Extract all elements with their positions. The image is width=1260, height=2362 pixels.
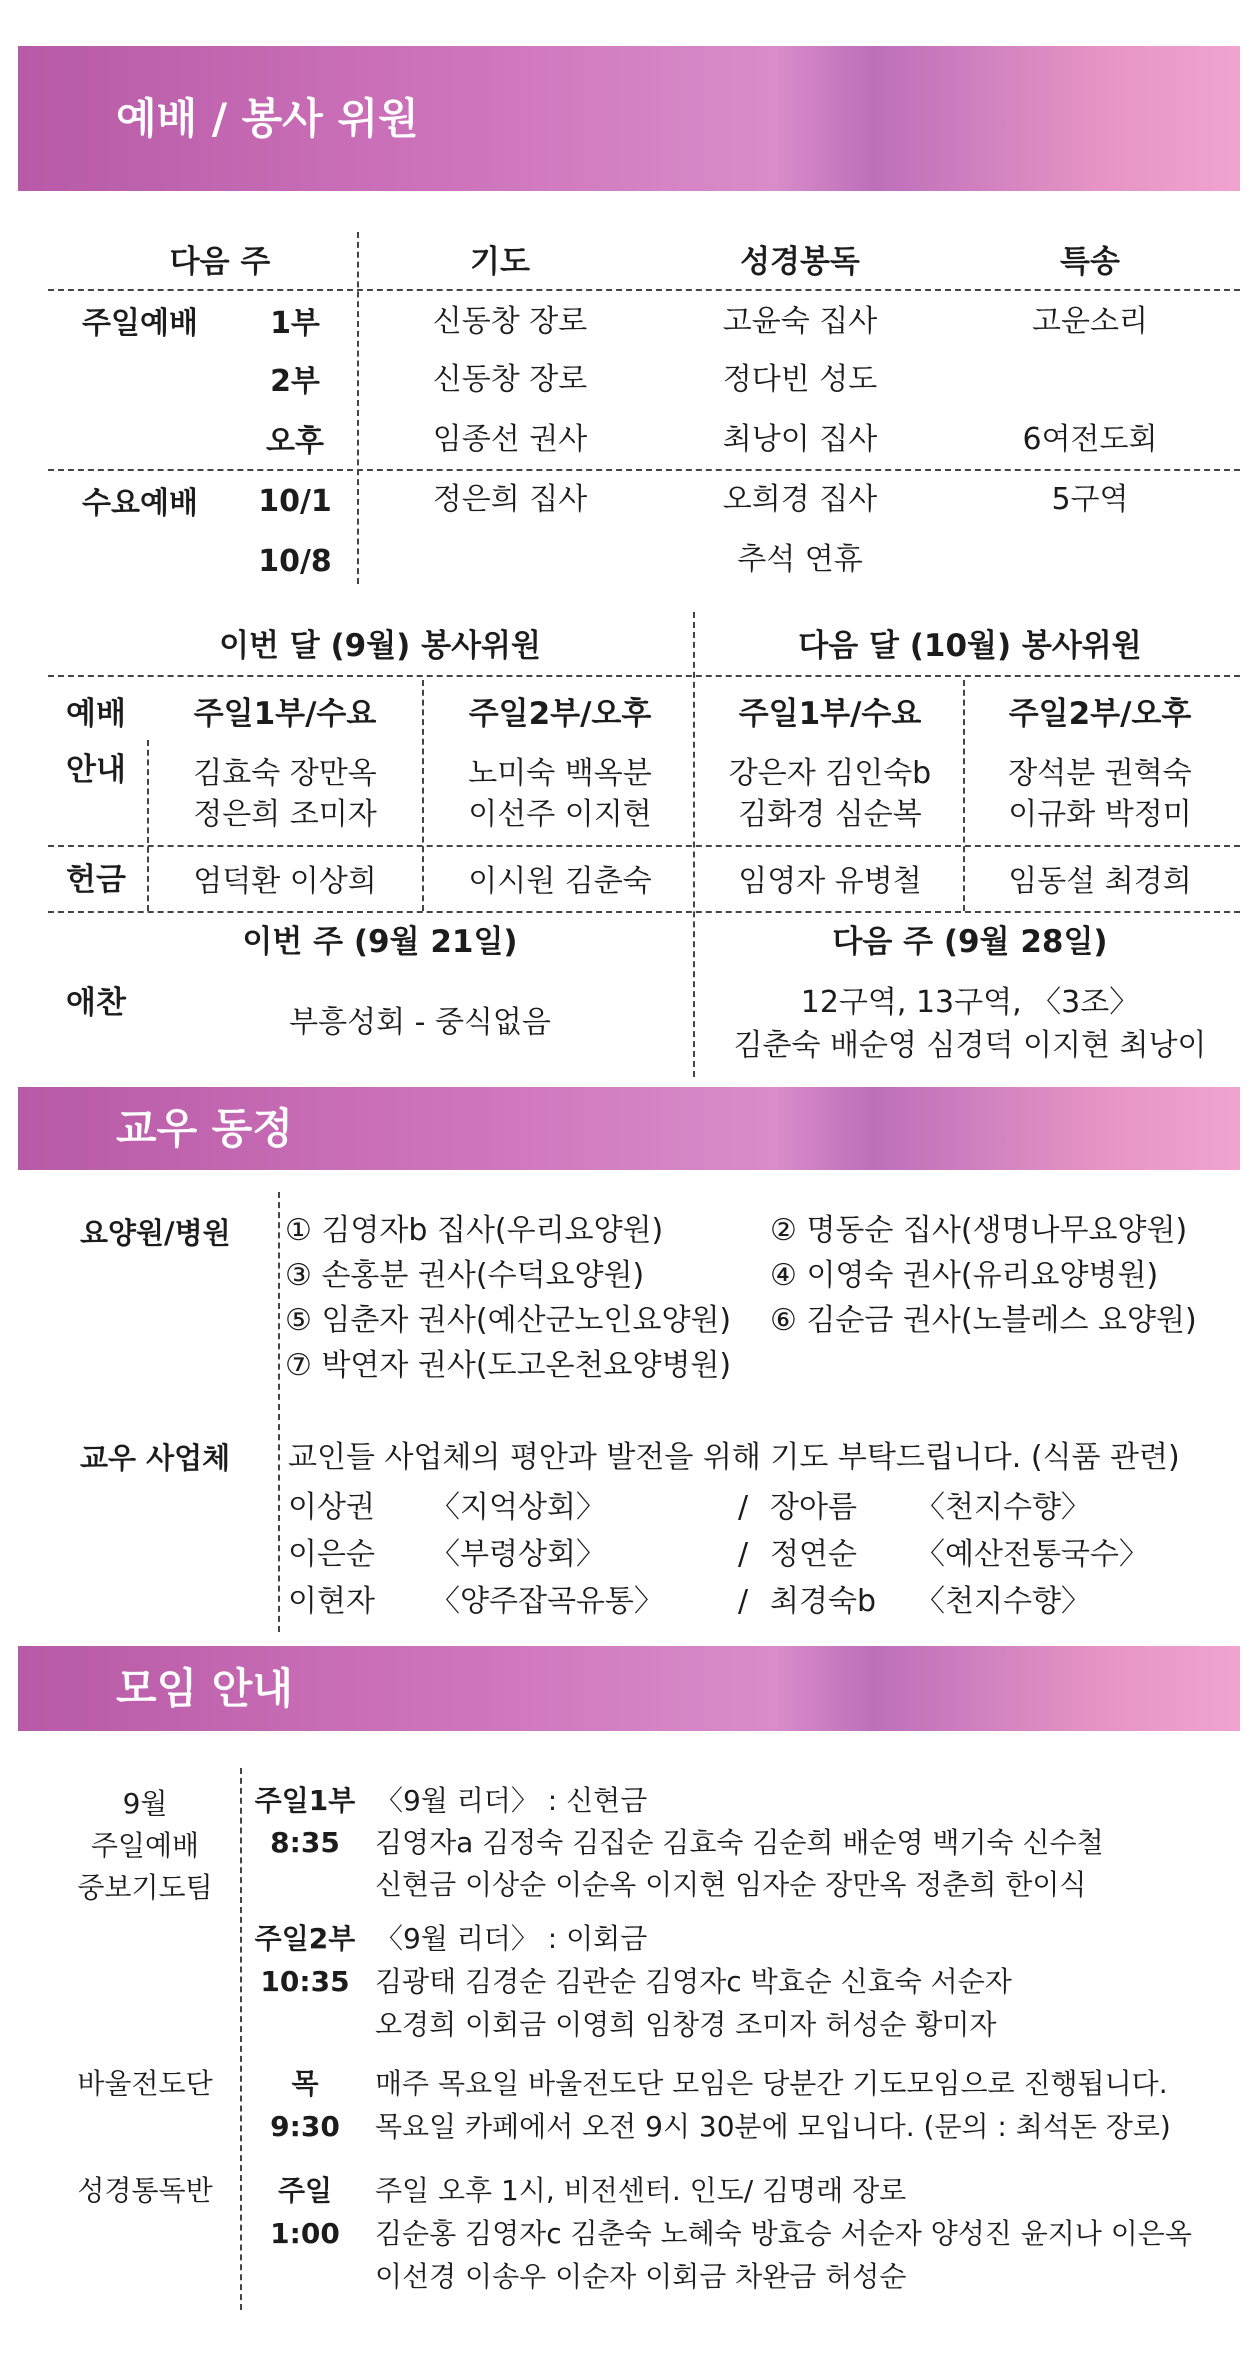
- special-name: 고운소리: [1032, 304, 1148, 339]
- item-number: ⑥: [770, 1303, 797, 1338]
- separator: /: [738, 1584, 749, 1619]
- praise-label: 애찬: [66, 985, 126, 1021]
- separator: /: [738, 1537, 749, 1572]
- hospital-text: 박연자 권사(도고온천요양병원): [321, 1348, 732, 1383]
- reading-name: 고윤숙 집사: [722, 304, 878, 339]
- guide-label: 예배: [66, 696, 126, 732]
- section-title: 예배 / 봉사 위원: [116, 94, 419, 143]
- column-header: 주일2부/오후: [468, 696, 652, 732]
- service-time: 1부: [270, 306, 320, 341]
- hospital-item: [770, 1213, 1187, 1249]
- hospital-label: 요양원/병원: [80, 1216, 231, 1250]
- hospital-item: [770, 1258, 1158, 1294]
- meeting-label: 9월: [122, 1787, 168, 1820]
- divider: [48, 675, 1240, 677]
- reading-name: 최낭이 집사: [722, 422, 878, 457]
- guide-names: 정은희 조미자: [193, 797, 377, 832]
- meeting-text: 매주 목요일 바울전도단 모임은 당분간 기도모임으로 진행됩니다.: [375, 2067, 1168, 2100]
- business-owner: 이현자: [288, 1584, 375, 1619]
- guide-names: 김효숙 장만옥: [193, 756, 377, 791]
- section-banner-meetings: [18, 1646, 1240, 1731]
- hospital-item: [285, 1348, 731, 1384]
- section-title: 모임 안내: [116, 1664, 293, 1713]
- meeting-day: 주일: [277, 2174, 333, 2207]
- service-time: 10/8: [258, 544, 332, 579]
- business-label: 교우 사업체: [80, 1441, 231, 1475]
- business-owner: 정연순: [770, 1537, 857, 1572]
- service-name: 수요예배: [82, 486, 198, 521]
- meeting-time: 9:30: [270, 2110, 340, 2143]
- table-header: 성경봉독: [740, 244, 860, 280]
- hospital-text: 명동순 집사(생명나무요양원): [806, 1213, 1188, 1248]
- divider: [48, 289, 1240, 291]
- item-number: ⑤: [285, 1303, 312, 1338]
- meeting-members: 김광태 김경순 김관순 김영자c 박효순 신효숙 서순자: [375, 1965, 1012, 1998]
- offering-label: 헌금: [66, 862, 126, 898]
- meeting-label: 성경통독반: [77, 2174, 213, 2207]
- meeting-time: 1:00: [270, 2217, 340, 2250]
- meeting-label: 주일예배: [90, 1829, 200, 1862]
- this-week-text: 부흥성회 - 중식없음: [289, 1005, 551, 1040]
- section-banner-worship: [18, 46, 1240, 191]
- meeting-time-label: 주일1부: [254, 1784, 356, 1817]
- special-name: 5구역: [1051, 482, 1129, 517]
- divider: [357, 232, 359, 584]
- item-number: ②: [770, 1213, 797, 1248]
- business-shop: 〈지억상회〉: [430, 1490, 606, 1525]
- business-owner: 이상권: [288, 1490, 375, 1525]
- table-header: 기도: [470, 244, 530, 280]
- guide-names: 이규화 박정미: [1008, 797, 1192, 832]
- guide-names: 이선주 이지현: [468, 797, 652, 832]
- service-time: 2부: [270, 364, 320, 399]
- hospital-text: 임춘자 권사(예산군노인요양원): [321, 1303, 732, 1338]
- section-banner-members: [18, 1087, 1240, 1170]
- divider: [240, 1768, 242, 2310]
- offering-names: 엄덕환 이상희: [193, 864, 377, 899]
- business-owner: 이은순: [288, 1537, 375, 1572]
- hospital-item: [285, 1258, 644, 1294]
- divider: [48, 911, 1240, 913]
- next-week-header: 다음 주 (9월 28일): [832, 924, 1108, 960]
- column-header: 주일1부/수요: [193, 696, 377, 732]
- business-owner: 최경숙b: [770, 1584, 876, 1619]
- hospital-item: [285, 1213, 663, 1249]
- column-header: 주일1부/수요: [738, 696, 922, 732]
- item-number: ③: [285, 1258, 312, 1293]
- hospital-text: 김영자b 집사(우리요양원): [321, 1213, 664, 1248]
- divider: [48, 845, 1240, 847]
- meeting-day: 목: [291, 2067, 319, 2100]
- item-number: ④: [770, 1258, 797, 1293]
- divider: [278, 1192, 280, 1632]
- meeting-text: 주일 오후 1시, 비전센터. 인도/ 김명래 장로: [375, 2174, 907, 2207]
- divider: [693, 612, 695, 1077]
- prayer-name: 신동창 장로: [432, 304, 588, 339]
- this-week-header: 이번 주 (9월 21일): [242, 924, 518, 960]
- special-name: 6여전도회: [1022, 422, 1158, 457]
- next-month-header: 다음 달 (10월) 봉사위원: [798, 628, 1142, 664]
- meeting-members: 이선경 이송우 이순자 이회금 차완금 허성순: [375, 2260, 907, 2293]
- meeting-members: 김영자a 김정숙 김집순 김효숙 김순희 배순영 백기숙 신수철: [375, 1826, 1104, 1859]
- business-shop: 〈양주잡곡유통〉: [430, 1584, 664, 1619]
- meeting-members: 김순홍 김영자c 김춘숙 노혜숙 방효승 서순자 양성진 윤지나 이은옥: [375, 2217, 1192, 2250]
- hospital-text: 손홍분 권사(수덕요양원): [321, 1258, 645, 1293]
- column-header: 주일2부/오후: [1008, 696, 1192, 732]
- offering-names: 임영자 유병철: [738, 864, 922, 899]
- business-shop: 〈천지수향〉: [915, 1490, 1091, 1525]
- offering-names: 이시원 김춘숙: [468, 864, 652, 899]
- divider: [422, 680, 424, 911]
- this-month-header: 이번 달 (9월) 봉사위원: [219, 628, 541, 664]
- divider: [48, 469, 1240, 471]
- holiday-note: 추석 연휴: [737, 542, 863, 577]
- meeting-leader: 〈9월 리더〉 : 이회금: [375, 1922, 648, 1955]
- prayer-name: 신동창 장로: [432, 362, 588, 397]
- hospital-text: 김순금 권사(노블레스 요양원): [806, 1303, 1197, 1338]
- prayer-name: 임종선 권사: [432, 422, 588, 457]
- business-shop: 〈예산전통국수〉: [915, 1537, 1149, 1572]
- separator: /: [738, 1490, 749, 1525]
- guide-names: 노미숙 백옥분: [468, 756, 652, 791]
- divider: [147, 740, 149, 911]
- item-number: ①: [285, 1213, 312, 1248]
- table-header: 다음 주: [169, 244, 271, 280]
- hospital-text: 이영숙 권사(유리요양병원): [806, 1258, 1159, 1293]
- next-week-line1: 12구역, 13구역, 〈3조〉: [800, 985, 1140, 1020]
- table-header: 특송: [1060, 244, 1120, 280]
- section-title: 교우 동정: [116, 1104, 293, 1153]
- guide-names: 장석분 권혁숙: [1008, 756, 1192, 791]
- service-time: 10/1: [258, 484, 332, 519]
- guide-label: 안내: [66, 752, 126, 788]
- business-shop: 〈천지수향〉: [915, 1584, 1091, 1619]
- meeting-time: 10:35: [260, 1965, 350, 1998]
- meeting-text: 목요일 카페에서 오전 9시 30분에 모입니다. (문의 : 최석돈 장로): [375, 2110, 1171, 2143]
- next-week-line2: 김춘숙 배순영 심경덕 이지현 최낭이: [733, 1028, 1207, 1063]
- divider: [963, 680, 965, 911]
- item-number: ⑦: [285, 1348, 312, 1383]
- service-name: 주일예배: [82, 306, 198, 341]
- meeting-label: 중보기도팀: [77, 1871, 213, 1904]
- hospital-item: [770, 1303, 1197, 1339]
- meeting-label: 바울전도단: [77, 2067, 213, 2100]
- business-shop: 〈부령상회〉: [430, 1537, 606, 1572]
- prayer-name: 정은희 집사: [432, 482, 588, 517]
- reading-name: 정다빈 성도: [722, 362, 878, 397]
- reading-name: 오희경 집사: [722, 482, 878, 517]
- guide-names: 강은자 김인숙b: [728, 756, 932, 791]
- hospital-item: [285, 1303, 731, 1339]
- business-owner: 장아름: [770, 1490, 857, 1525]
- meeting-leader: 〈9월 리더〉 : 신현금: [375, 1784, 648, 1817]
- business-intro: 교인들 사업체의 평안과 발전을 위해 기도 부탁드립니다. (식품 관련): [288, 1440, 1180, 1475]
- service-time: 오후: [266, 424, 324, 459]
- meeting-time: 8:35: [270, 1826, 340, 1859]
- meeting-members: 오경희 이회금 이영희 임창경 조미자 허성순 황미자: [375, 2008, 997, 2041]
- offering-names: 임동설 최경희: [1008, 864, 1192, 899]
- meeting-members: 신현금 이상순 이순옥 이지현 임자순 장만옥 정춘희 한이식: [375, 1868, 1087, 1901]
- guide-names: 김화경 심순복: [738, 797, 922, 832]
- meeting-time-label: 주일2부: [254, 1922, 356, 1955]
